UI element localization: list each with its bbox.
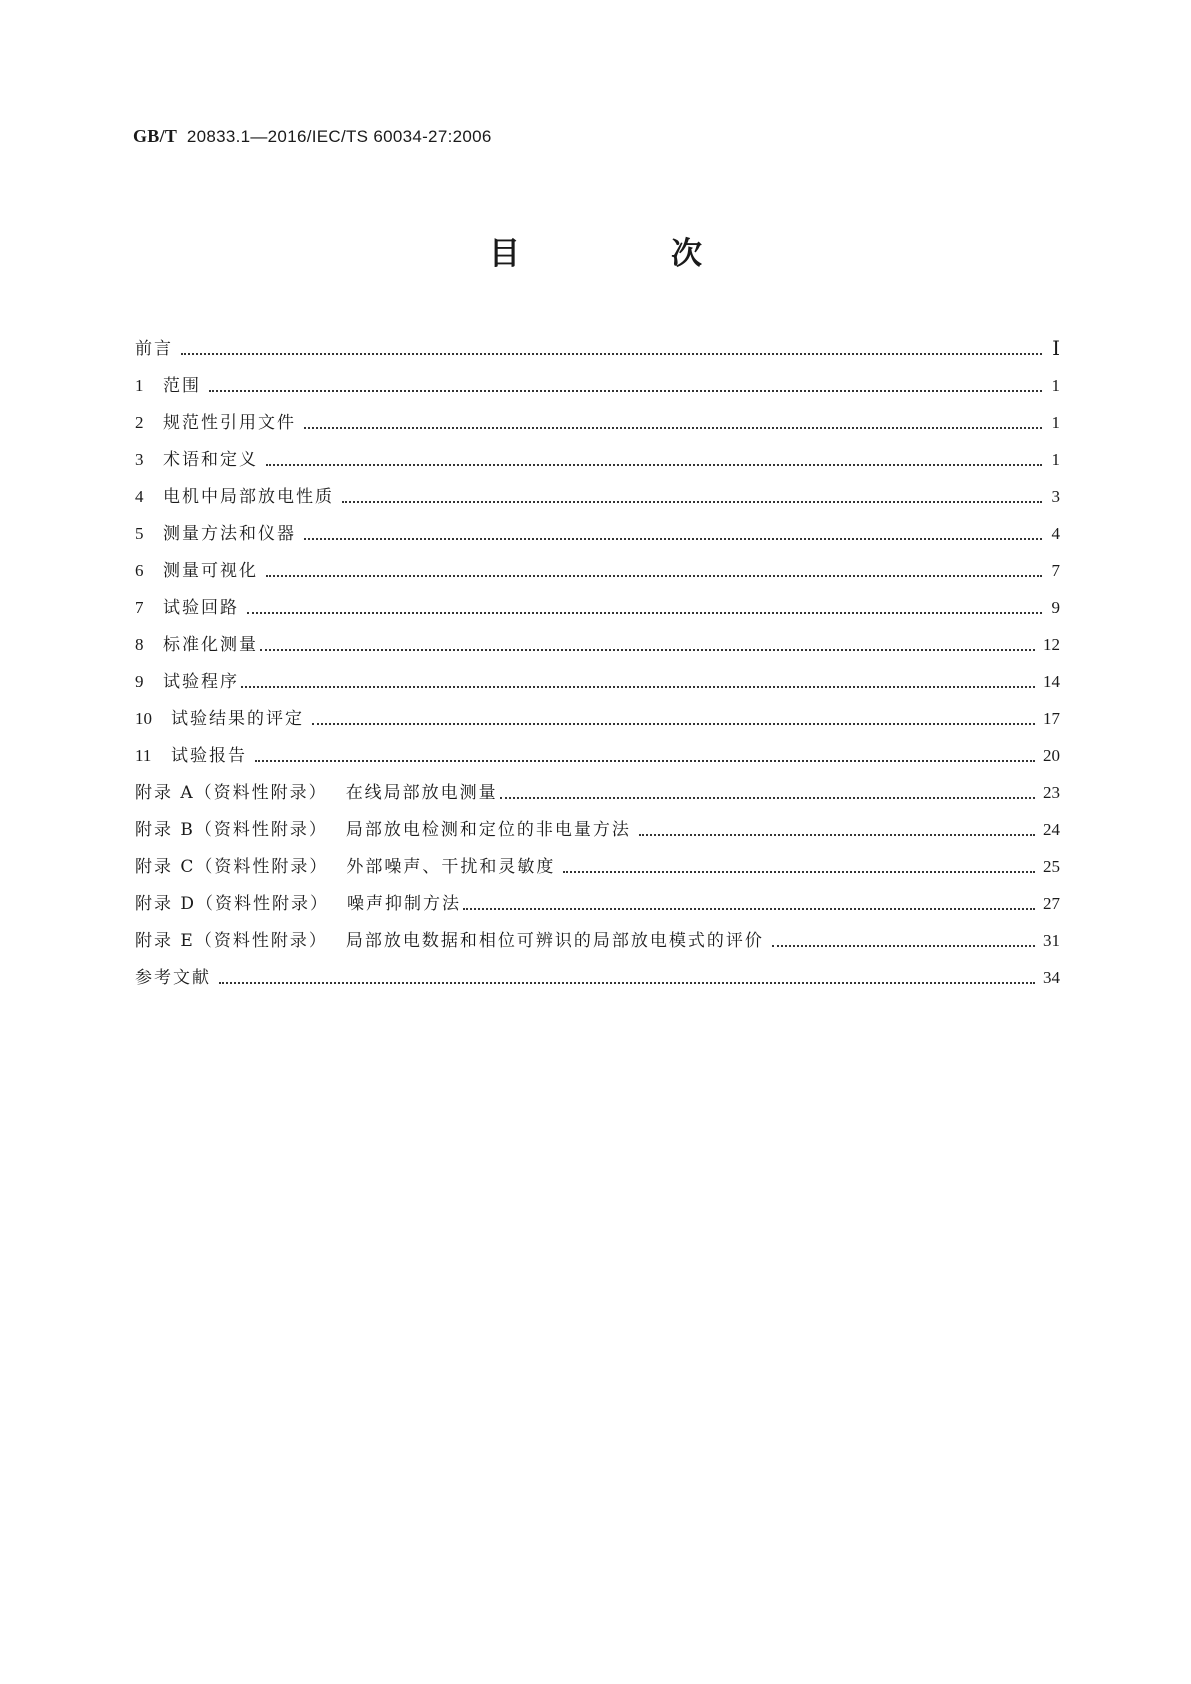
dot-leader	[266, 575, 1042, 577]
toc-entry-number: 11	[135, 746, 152, 765]
toc-entry-number: 附录 E（资料性附录）	[135, 931, 328, 951]
toc-entry-label	[135, 709, 304, 729]
toc-entry-page: 14	[1043, 672, 1060, 691]
toc-entry-title: 规范性引用文件	[163, 413, 296, 433]
toc-entry-page: 34	[1043, 968, 1060, 987]
toc-entry-number: 附录 C（资料性附录）	[135, 857, 329, 877]
dot-leader	[181, 353, 1042, 355]
toc-entry-page: 4	[1051, 524, 1060, 543]
toc-entry-label	[135, 968, 211, 988]
toc-entry-title: 试验报告	[171, 746, 247, 766]
dot-leader	[260, 649, 1035, 651]
toc-entry-label	[135, 598, 239, 618]
toc-entry-label	[135, 894, 461, 914]
toc-entry-label	[135, 450, 258, 470]
toc-entry-page: 27	[1043, 894, 1060, 913]
toc-entry-number: 2	[135, 413, 144, 432]
toc-entry-label	[135, 857, 555, 877]
toc-entry-title: 试验结果的评定	[171, 709, 304, 729]
toc-entry-label	[135, 413, 296, 433]
toc-entry-11[interactable]	[135, 729, 1060, 766]
toc-entry-label	[135, 339, 173, 359]
toc-entry-title: 局部放电数据和相位可辨识的局部放电模式的评价	[345, 931, 764, 951]
toc-entry-number: 1	[135, 376, 144, 395]
standard-prefix: GB/T	[133, 126, 178, 146]
dot-leader	[463, 908, 1035, 910]
toc-entry-annex-a[interactable]	[135, 766, 1060, 803]
dot-leader	[266, 464, 1042, 466]
toc-entry-title: 测量可视化	[163, 561, 258, 581]
toc-entry-page: 24	[1043, 820, 1060, 839]
toc-entry-label	[135, 635, 258, 655]
toc-entry-page: 1	[1051, 450, 1060, 469]
toc-entry-number: 3	[135, 450, 144, 469]
toc-entry-page: 23	[1043, 783, 1060, 802]
toc-entry-10[interactable]	[135, 692, 1060, 729]
toc-entry-title: 范围	[163, 376, 201, 396]
toc-entry-title: 试验回路	[163, 598, 239, 618]
toc-entry-title: 电机中局部放电性质	[163, 487, 334, 507]
toc-entry-label	[135, 487, 334, 507]
toc-entry-page: 17	[1043, 709, 1060, 728]
toc-entry-number: 10	[135, 709, 152, 728]
toc-entry-title: 参考文献	[135, 968, 211, 988]
toc-entry-number: 9	[135, 672, 144, 691]
toc-entry-label	[135, 820, 631, 840]
toc-entry-annex-d[interactable]	[135, 877, 1060, 914]
toc-entry-number: 6	[135, 561, 144, 580]
page-title: 目 次	[489, 236, 762, 272]
toc-entry-page: 1	[1051, 413, 1060, 432]
toc-entry-number: 附录 A（资料性附录）	[135, 783, 328, 803]
toc-entry-title: 在线局部放电测量	[345, 783, 498, 803]
dot-leader	[247, 612, 1042, 614]
toc-entry-number: 附录 B（资料性附录）	[135, 820, 328, 840]
dot-leader	[304, 427, 1042, 429]
toc-entry-page: 12	[1043, 635, 1060, 654]
toc-entry-title: 噪声抑制方法	[347, 894, 462, 914]
toc-entry-title: 测量方法和仪器	[163, 524, 296, 544]
toc-entry-2[interactable]	[135, 396, 1060, 433]
toc-entry-foreword[interactable]	[135, 322, 1060, 359]
dot-leader	[500, 797, 1035, 799]
toc-entry-annex-c[interactable]	[135, 840, 1060, 877]
toc-entry-number: 5	[135, 524, 144, 543]
toc-entry-1[interactable]	[135, 359, 1060, 396]
toc-entry-9[interactable]	[135, 655, 1060, 692]
toc-entry-label	[135, 783, 498, 803]
dot-leader	[304, 538, 1042, 540]
toc-entry-annex-e[interactable]	[135, 914, 1060, 951]
toc-entry-page: Ⅰ	[1052, 338, 1060, 360]
table-of-contents	[135, 322, 1060, 988]
toc-entry-4[interactable]	[135, 470, 1060, 507]
standard-code	[133, 126, 492, 147]
toc-entry-8[interactable]	[135, 618, 1060, 655]
toc-entry-title: 术语和定义	[163, 450, 258, 470]
toc-entry-number: 附录 D（资料性附录）	[135, 894, 330, 914]
toc-entry-label	[135, 376, 201, 396]
dot-leader	[563, 871, 1035, 873]
toc-entry-3[interactable]	[135, 433, 1060, 470]
toc-entry-number: 4	[135, 487, 144, 506]
toc-entry-page: 31	[1043, 931, 1060, 950]
dot-leader	[342, 501, 1042, 503]
toc-entry-label	[135, 931, 764, 951]
toc-entry-number: 7	[135, 598, 144, 617]
dot-leader	[312, 723, 1035, 725]
toc-entry-label	[135, 524, 296, 544]
toc-entry-bibliography[interactable]	[135, 951, 1060, 988]
toc-entry-7[interactable]	[135, 581, 1060, 618]
dot-leader	[209, 390, 1042, 392]
toc-entry-annex-b[interactable]	[135, 803, 1060, 840]
toc-entry-number: 8	[135, 635, 144, 654]
toc-entry-title: 试验程序	[163, 672, 239, 692]
toc-entry-page: 7	[1051, 561, 1060, 580]
toc-entry-page: 1	[1051, 376, 1060, 395]
toc-entry-title: 标准化测量	[163, 635, 258, 655]
toc-entry-label	[135, 672, 239, 692]
toc-entry-page: 3	[1051, 487, 1060, 506]
dot-leader	[772, 945, 1035, 947]
dot-leader	[255, 760, 1035, 762]
toc-entry-page: 9	[1051, 598, 1060, 617]
toc-entry-6[interactable]	[135, 544, 1060, 581]
dot-leader	[219, 982, 1035, 984]
dot-leader	[639, 834, 1035, 836]
toc-entry-label	[135, 561, 258, 581]
toc-entry-page: 20	[1043, 746, 1060, 765]
toc-entry-title: 外部噪声、干扰和灵敏度	[346, 857, 556, 877]
standard-number: 20833.1—2016/IEC/TS 60034-27:2006	[186, 127, 492, 146]
toc-entry-5[interactable]	[135, 507, 1060, 544]
toc-entry-title: 局部放电检测和定位的非电量方法	[345, 820, 631, 840]
dot-leader	[241, 686, 1035, 688]
toc-entry-title: 前言	[135, 339, 173, 359]
toc-entry-label	[135, 746, 247, 766]
toc-entry-page: 25	[1043, 857, 1060, 876]
